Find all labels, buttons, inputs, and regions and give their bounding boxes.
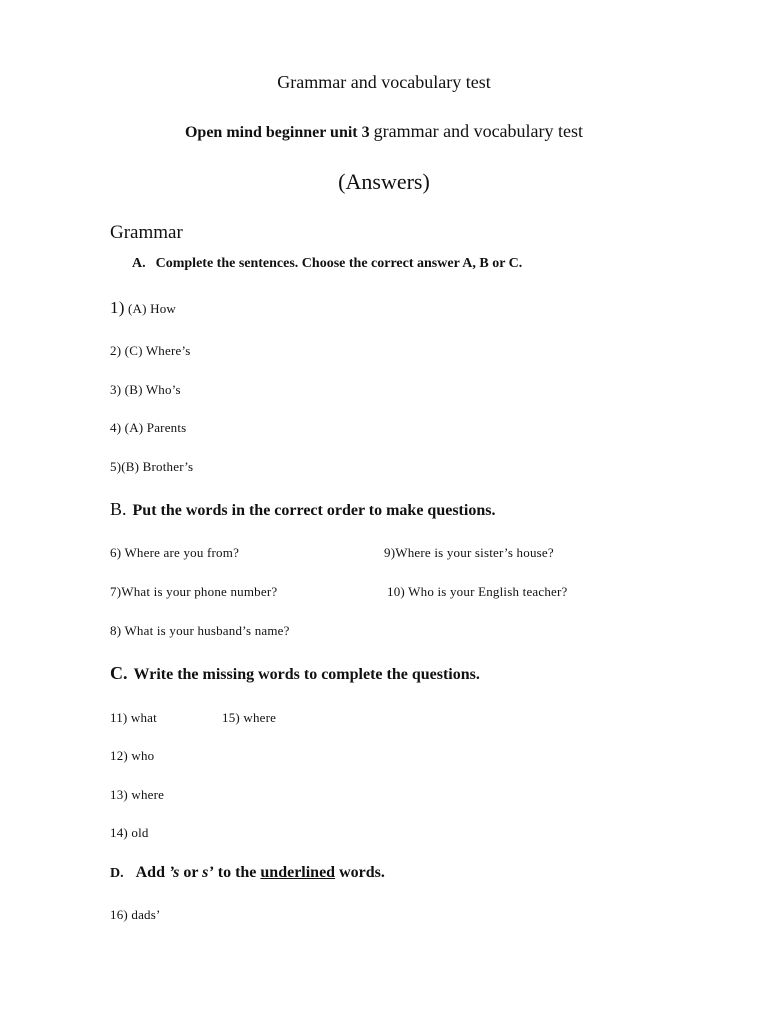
section-b-letter: B. (110, 499, 127, 519)
answer-14: 14) old (110, 825, 149, 840)
section-d-letter: D. (110, 866, 124, 881)
answer-1-text: (A) How (124, 301, 176, 316)
subtitle-rest: grammar and vocabulary test (373, 121, 584, 141)
answer-10: 10) Who is your English teacher? (387, 584, 568, 599)
answer-16: 16) dads’ (110, 907, 161, 922)
answer-2: 2) (C) Where’s (110, 343, 191, 358)
answer-13: 13) where (110, 787, 165, 802)
answer-1 (110, 298, 176, 318)
answer-6: 6) Where are you from? (110, 545, 240, 560)
answer-12: 12) who (110, 748, 155, 763)
subtitle-bold: Open mind beginner unit 3 (184, 124, 370, 141)
section-d-words: words. (339, 864, 385, 881)
answer-3: 3) (B) Who’s (110, 382, 181, 397)
section-c-instruction (110, 663, 480, 684)
section-a-text: Complete the sentences. Choose the correct answer A, B or C. (155, 256, 523, 271)
section-a-letter: A. (132, 256, 146, 271)
grammar-heading: Grammar (110, 222, 183, 243)
answer-5: 5)(B) Brother’s (110, 459, 194, 474)
document-subtitle (0, 121, 768, 142)
section-d-instruction (110, 864, 385, 882)
answer-1-num: 1) (110, 298, 125, 317)
section-a-instruction (132, 256, 522, 272)
section-d-underlined: underlined (260, 864, 336, 881)
answer-7: 7)What is your phone number? (110, 584, 278, 599)
answer-15: 15) where (222, 710, 277, 725)
document-title: Grammar and vocabulary test (277, 72, 491, 92)
section-d-s1: ’s (168, 864, 180, 881)
section-b-instruction (110, 499, 495, 520)
section-c-text: Write the missing words to complete the questions. (133, 666, 480, 683)
answers-label: (Answers) (338, 169, 430, 194)
answer-11: 11) what (110, 710, 157, 725)
section-d-or: or (183, 864, 199, 881)
section-d-to-the: to the (217, 864, 257, 881)
answer-8: 8) What is your husband’s name? (110, 623, 290, 638)
answer-4: 4) (A) Parents (110, 420, 187, 435)
section-b-text: Put the words in the correct order to make questions. (132, 502, 496, 519)
section-d-s2: s’ (202, 864, 214, 881)
section-d-add: Add (135, 864, 165, 881)
section-c-letter: C. (110, 663, 128, 683)
answer-9: 9)Where is your sister’s house? (384, 545, 554, 560)
